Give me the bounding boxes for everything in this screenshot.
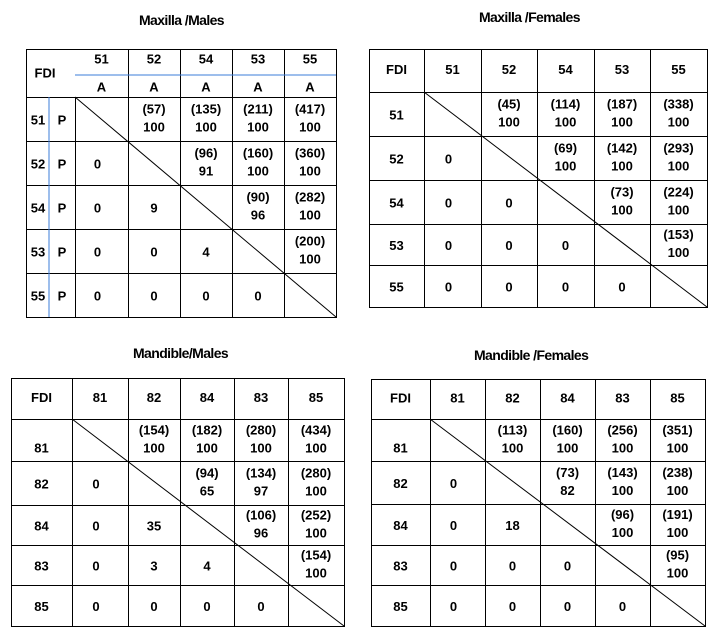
title-mandible-males: Mandible/Males xyxy=(133,345,229,361)
cell-value: 4 xyxy=(203,558,211,574)
cell-count: (187) xyxy=(606,96,638,112)
cell-value: 0 xyxy=(93,244,102,260)
cell-percent: 100 xyxy=(611,524,634,540)
col-subheader: A xyxy=(201,79,211,95)
row-header: 53 xyxy=(30,244,46,260)
cell-percent: 82 xyxy=(560,482,575,498)
cell-percent: 100 xyxy=(501,440,524,456)
row-header: 52 xyxy=(30,156,46,172)
cell-count: (96) xyxy=(194,145,218,161)
cell-percent: 100 xyxy=(305,483,327,499)
cell-value: 0 xyxy=(203,598,211,614)
cell-percent: 100 xyxy=(299,251,321,267)
fdi-label: FDI xyxy=(31,389,52,405)
col-subheader: A xyxy=(149,79,159,95)
cell-percent: 100 xyxy=(143,119,165,135)
row-subheader: P xyxy=(57,112,67,128)
cell-percent: 100 xyxy=(299,207,321,223)
row-header: 83 xyxy=(393,558,408,574)
cell-value: 0 xyxy=(92,598,100,614)
cell-percent: 100 xyxy=(247,163,269,179)
cell-count: (143) xyxy=(607,464,638,480)
cell-value: 0 xyxy=(257,598,265,614)
cell-percent: 100 xyxy=(667,202,690,218)
title-maxilla-females: Maxilla /Females xyxy=(479,9,580,25)
cell-count: (160) xyxy=(242,145,274,161)
cell-value: 9 xyxy=(150,200,158,216)
col-header: 81 xyxy=(92,389,108,405)
row-header: 85 xyxy=(34,598,49,614)
cell-percent: 100 xyxy=(299,119,321,135)
cell-value: 0 xyxy=(93,156,102,172)
cell-percent: 100 xyxy=(196,440,218,456)
cell-percent: 100 xyxy=(556,440,579,456)
cell-value: 0 xyxy=(444,195,453,211)
col-header: 83 xyxy=(615,390,630,406)
cell-percent: 100 xyxy=(611,482,634,498)
cell-count: (360) xyxy=(294,145,326,161)
cell-value: 0 xyxy=(444,237,453,253)
cell-value: 0 xyxy=(150,288,158,304)
title-mandible-females: Mandible /Females xyxy=(474,347,589,363)
cell-value: 0 xyxy=(505,237,513,253)
cell-percent: 100 xyxy=(250,440,272,456)
cell-value: 18 xyxy=(505,517,520,533)
cell-value: 0 xyxy=(444,279,453,295)
cell-percent: 100 xyxy=(667,244,690,260)
cell-value: 0 xyxy=(449,475,458,491)
cell-percent: 100 xyxy=(611,440,634,456)
row-header: 55 xyxy=(389,279,404,295)
cell-count: (114) xyxy=(550,96,581,112)
cell-value: 0 xyxy=(561,279,570,295)
cell-value: 0 xyxy=(444,151,453,167)
cell-percent: 100 xyxy=(611,202,633,218)
cell-count: (238) xyxy=(662,464,693,480)
cell-count: (95) xyxy=(665,547,690,563)
fdi-label: FDI xyxy=(34,65,56,81)
row-header: 54 xyxy=(30,200,46,216)
cell-percent: 100 xyxy=(666,440,689,456)
row-header: 85 xyxy=(393,598,408,614)
cell-count: (338) xyxy=(663,96,694,112)
cell-value: 0 xyxy=(449,598,458,614)
cell-value: 0 xyxy=(92,518,100,534)
col-header: 52 xyxy=(146,51,162,67)
col-header: 53 xyxy=(614,61,630,77)
col-header: 55 xyxy=(671,61,686,77)
cell-count: (154) xyxy=(300,547,332,563)
cell-count: (280) xyxy=(300,465,332,481)
cell-percent: 100 xyxy=(667,114,690,130)
cell-count: (182) xyxy=(191,422,223,438)
cell-value: 0 xyxy=(150,244,158,260)
cell-percent: 100 xyxy=(666,482,689,498)
col-header: 83 xyxy=(253,389,269,405)
cell-percent: 100 xyxy=(667,158,690,174)
cell-count: (142) xyxy=(606,140,638,156)
cell-value: 0 xyxy=(505,279,513,295)
cell-count: (94) xyxy=(195,465,219,481)
cell-count: (57) xyxy=(142,101,166,117)
row-header: 82 xyxy=(34,476,49,492)
cell-value: 0 xyxy=(449,517,458,533)
cell-value: 0 xyxy=(561,237,570,253)
fdi-label: FDI xyxy=(386,61,407,77)
cell-count: (113) xyxy=(497,422,528,438)
row-header: 81 xyxy=(34,440,49,456)
row-header: 83 xyxy=(34,558,49,574)
cell-percent: 100 xyxy=(195,119,217,135)
cell-count: (160) xyxy=(552,422,583,438)
cell-percent: 100 xyxy=(305,565,327,581)
cell-percent: 100 xyxy=(554,158,577,174)
cell-count: (417) xyxy=(294,101,326,117)
fdi-label: FDI xyxy=(390,390,411,406)
cell-percent: 100 xyxy=(305,440,327,456)
row-subheader: P xyxy=(57,156,67,172)
cell-value: 0 xyxy=(92,476,100,492)
cell-count: (224) xyxy=(663,184,694,200)
row-header: 54 xyxy=(389,195,404,211)
cell-percent: 65 xyxy=(199,483,215,499)
cell-count: (282) xyxy=(294,189,326,205)
row-header: 84 xyxy=(34,518,49,534)
row-header: 53 xyxy=(389,237,404,253)
cell-count: (256) xyxy=(607,422,638,438)
cell-value: 3 xyxy=(150,558,158,574)
cell-percent: 100 xyxy=(666,524,689,540)
cell-percent: 96 xyxy=(250,207,266,223)
cell-value: 35 xyxy=(146,518,162,534)
cell-count: (154) xyxy=(138,422,170,438)
cell-percent: 100 xyxy=(305,525,327,541)
col-header: 53 xyxy=(250,51,266,67)
cell-count: (351) xyxy=(662,422,693,438)
col-header: 55 xyxy=(302,51,318,67)
title-maxilla-males: Maxilla /Males xyxy=(139,12,224,28)
cell-count: (280) xyxy=(245,422,277,438)
row-header: 82 xyxy=(393,475,408,491)
cell-value: 0 xyxy=(563,598,572,614)
col-header: 82 xyxy=(146,389,162,405)
cell-count: (106) xyxy=(245,507,277,523)
cell-value: 0 xyxy=(563,558,572,574)
cell-value: 0 xyxy=(254,288,262,304)
cell-percent: 100 xyxy=(498,114,520,130)
cell-percent: 100 xyxy=(666,565,689,581)
col-header: 52 xyxy=(501,61,517,77)
cell-count: (96) xyxy=(610,506,635,522)
cell-count: (293) xyxy=(663,140,694,156)
cell-count: (211) xyxy=(243,101,273,117)
col-header: 84 xyxy=(199,389,215,405)
cell-value: 0 xyxy=(93,200,102,216)
row-subheader: P xyxy=(57,200,67,216)
cell-count: (134) xyxy=(245,465,277,481)
cell-count: (135) xyxy=(190,101,222,117)
cell-percent: 100 xyxy=(247,119,269,135)
col-subheader: A xyxy=(96,79,107,95)
col-header: 82 xyxy=(505,390,520,406)
cell-value: 0 xyxy=(508,598,517,614)
cell-percent: 100 xyxy=(143,440,165,456)
table-border xyxy=(372,380,706,627)
cell-percent: 97 xyxy=(253,483,269,499)
col-header: 54 xyxy=(198,51,214,67)
row-header: 55 xyxy=(30,288,46,304)
cell-value: 0 xyxy=(93,288,102,304)
col-header: 81 xyxy=(450,390,465,406)
cell-percent: 100 xyxy=(611,158,633,174)
row-header: 81 xyxy=(393,440,408,456)
cell-value: 0 xyxy=(508,558,517,574)
col-header: 51 xyxy=(445,61,460,77)
row-header: 52 xyxy=(389,151,404,167)
col-header: 51 xyxy=(94,51,109,67)
cell-count: (200) xyxy=(294,233,326,249)
cell-percent: 100 xyxy=(611,114,633,130)
col-subheader: A xyxy=(305,79,315,95)
col-header: 84 xyxy=(560,390,575,406)
col-header: 85 xyxy=(670,390,685,406)
row-header: 84 xyxy=(393,517,408,533)
cell-percent: 100 xyxy=(299,163,321,179)
cell-value: 0 xyxy=(618,279,626,295)
cell-count: (90) xyxy=(246,189,270,205)
cell-value: 0 xyxy=(505,195,513,211)
cell-percent: 100 xyxy=(554,114,577,130)
col-header: 54 xyxy=(558,61,573,77)
row-subheader: P xyxy=(57,288,67,304)
cell-count: (153) xyxy=(663,226,694,242)
cell-value: 0 xyxy=(202,288,210,304)
cell-value: 0 xyxy=(449,558,458,574)
cell-count: (73) xyxy=(610,184,634,200)
cell-percent: 96 xyxy=(253,525,269,541)
cell-value: 0 xyxy=(618,598,627,614)
cell-value: 0 xyxy=(150,598,158,614)
row-header: 51 xyxy=(389,107,404,123)
row-header: 51 xyxy=(30,112,46,128)
cell-value: 0 xyxy=(92,558,100,574)
row-subheader: P xyxy=(57,244,67,260)
cell-count: (45) xyxy=(497,96,521,112)
cell-percent: 91 xyxy=(198,163,214,179)
cell-value: 4 xyxy=(202,244,210,260)
col-header: 85 xyxy=(308,389,324,405)
cell-count: (252) xyxy=(300,507,332,523)
cell-count: (434) xyxy=(300,422,332,438)
cell-count: (73) xyxy=(555,464,580,480)
col-subheader: A xyxy=(253,79,263,95)
cell-count: (69) xyxy=(553,140,578,156)
cell-count: (191) xyxy=(662,506,693,522)
